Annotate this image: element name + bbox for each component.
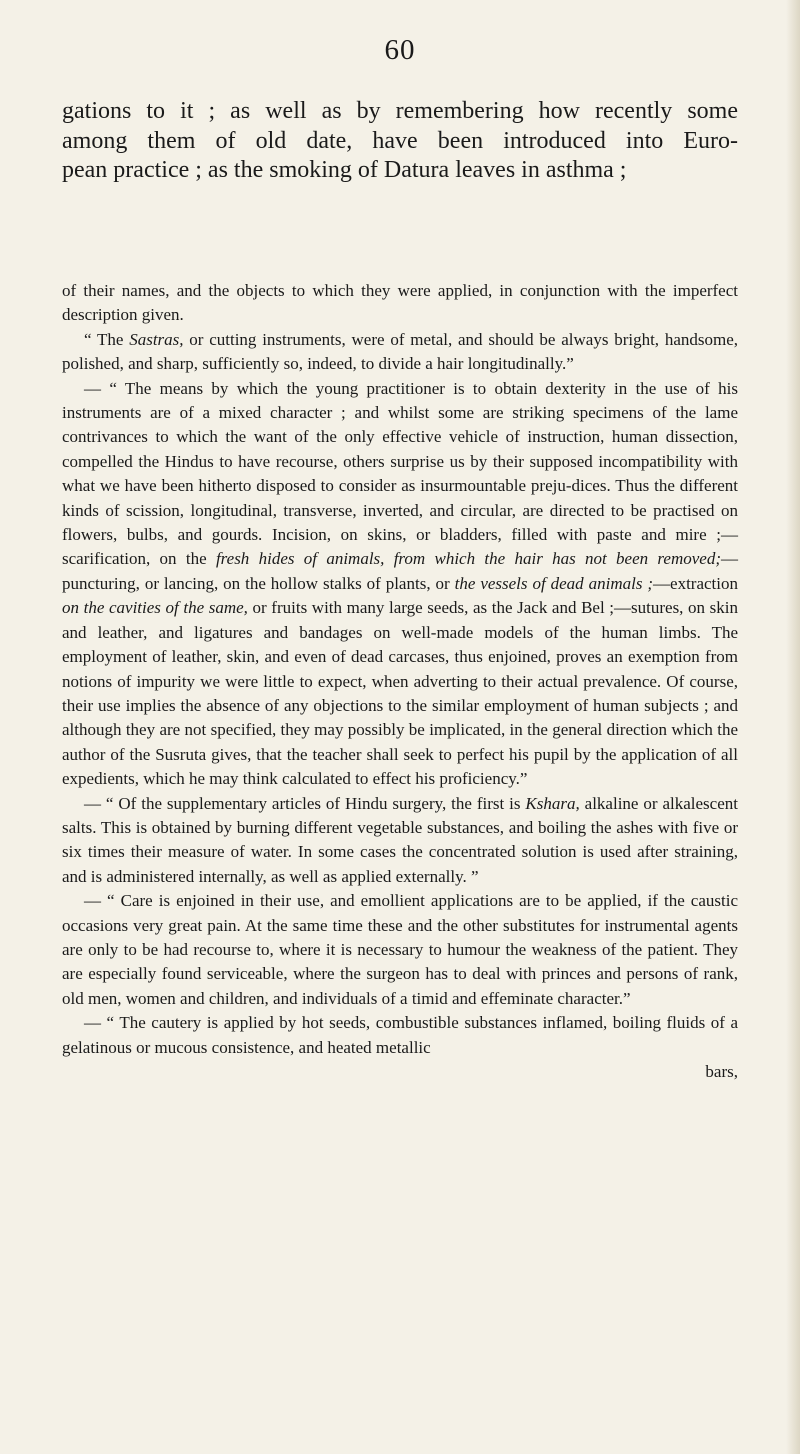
text-run: alkaline or alkalescent salts. This is obtained by burning different vegetable substances, and boiling the ashes with five or six times their measure of water. In some cases the concentrated solution is used after straining, and is administered internally, as well as applied externally. ” bbox=[62, 793, 738, 886]
paragraph: — “ The cautery is applied by hot seeds, combustible substances inflamed, boiling fluids of a gelatinous or mucous consistence, and heated metallic bbox=[62, 1013, 738, 1057]
paragraph bbox=[62, 377, 738, 792]
italic-term: Sastras, bbox=[129, 329, 184, 349]
main-text-block bbox=[62, 97, 738, 186]
text-line: pean practice ; as the smoking of Datura leaves in asthma ; bbox=[62, 157, 627, 183]
text-run: or cutting instruments, were of metal, and should be always bright, handsome, polished, and sharp, sufficiently so, indeed, to divide a hair longitudinally.” bbox=[62, 329, 738, 374]
catchword: bars, bbox=[705, 1062, 738, 1081]
text-run: or fruits with many large seeds, as the Jack and Bel ;—sutures, on skin and leather, and ligatures and bandages on well-made models of the human limbs. The employment of leather, skin, and even of dead carcases, thus enjoined, proves an exemption from notions of impurity we were little to expect, when adverting to their actual prevalence. Of course, their use implies the absence of any objections to the similar employment of human subjects ; and although they are not specified, they may possibly be implicated, in the general direction which the author of the Susruta gives, that the teacher shall seek to perfect his pupil by the application of all expedients, which he may think calculated to effect his proficiency.” bbox=[62, 598, 738, 789]
italic-term: Kshara, bbox=[525, 793, 580, 813]
paragraph bbox=[62, 328, 738, 377]
text-run: —puncturing, or lancing, on the hollow stalks of plants, or bbox=[62, 549, 738, 593]
text-line: among them of old date, have been introduced into Euro- bbox=[62, 127, 738, 154]
page-edge-shadow bbox=[786, 0, 800, 1454]
text-line: gations to it ; as well as by remembering how recently some bbox=[62, 98, 738, 124]
text-run: — “ The means by which the young practitioner is to obtain dexterity in the use of his instruments are of a mixed character ; and whilst some are striking specimens of the lame contrivances to which the want of the only effective vehicle of instruction, human dissection, compelled the Hindus to have recourse, others surprise us by their supposed incompatibility with what we have been hitherto disposed to consider as insurmountable preju-dices. Thus the different kinds of scission, longitudinal, transverse, inverted, and circular, are directed to be practised on flowers, bulbs, and gourds. Incision, on skins, or bladders, filled with paste and mire ;— scarification, on the bbox=[62, 378, 738, 569]
page-number: 60 bbox=[384, 34, 416, 66]
text-run: “ The bbox=[84, 329, 130, 349]
paragraph: of their names, and the objects to which they were applied, in conjunction with the imperfect description given. bbox=[62, 281, 738, 325]
paragraph: — “ Care is enjoined in their use, and emollient applications are to be applied, if the caustic occasions very great pain. At the same time these and the other substitutes for instrumental agents are only to be had recourse to, where it is necessary to humour the weakness of the patient. They are especially found serviceable, where the surgeon has to deal with princes and persons of rank, old men, women and children, and individuals of a timid and effeminate character.” bbox=[62, 891, 738, 1008]
italic-phrase: fresh hides of animals, from which the hair has not been removed; bbox=[215, 549, 721, 569]
italic-phrase: on the cavities of the same, bbox=[62, 598, 248, 618]
text-run: —extraction bbox=[653, 573, 738, 593]
paragraph bbox=[62, 792, 738, 890]
quoted-passage bbox=[62, 279, 738, 1084]
italic-phrase: the vessels of dead animals ; bbox=[454, 573, 654, 593]
text-run: — “ Of the supplementary articles of Hindu surgery, the first is bbox=[84, 793, 526, 813]
